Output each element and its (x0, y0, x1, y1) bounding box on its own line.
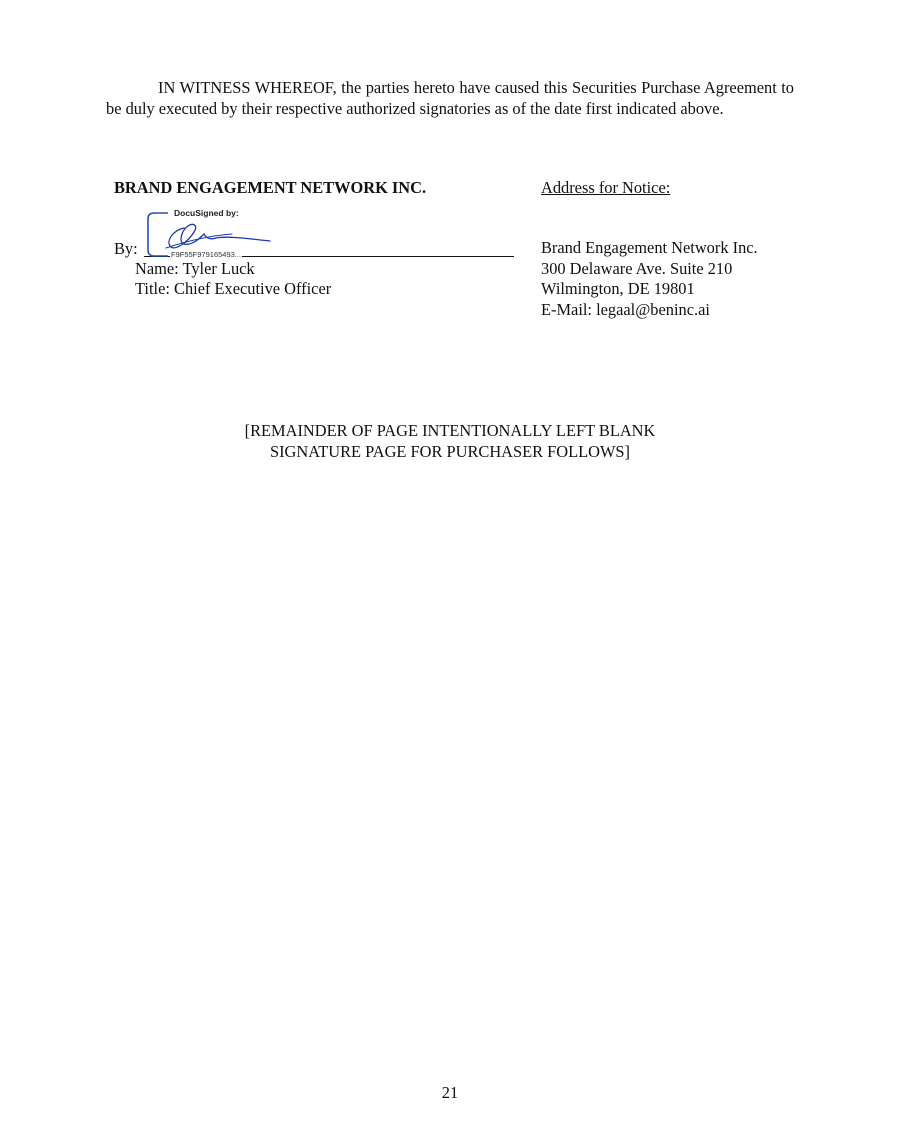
notice-city: Wilmington, DE 19801 (541, 279, 695, 298)
notice-street: 300 Delaware Ave. Suite 210 (541, 258, 733, 278)
company-name: BRAND ENGAGEMENT NETWORK INC. (114, 178, 427, 197)
docusign-envelope-id: F9F55F979165493... (171, 250, 242, 259)
notice-company: Brand Engagement Network Inc. (541, 238, 758, 257)
notice-heading: Address for Notice: (541, 178, 671, 197)
signer-title: Title: Chief Executive Officer (135, 279, 332, 298)
signer-name: Name: Tyler Luck (135, 259, 255, 278)
remainder-line-2: SIGNATURE PAGE FOR PURCHASER FOLLOWS] (269, 441, 631, 461)
remainder-note (0, 421, 900, 462)
notice-email: E-Mail: legaal@beninc.ai (541, 299, 710, 319)
docusign-signature-stamp (144, 208, 284, 260)
remainder-line-1: [REMAINDER OF PAGE INTENTIONALLY LEFT BLANK (244, 421, 656, 440)
notice-address (541, 238, 758, 320)
witness-paragraph: IN WITNESS WHEREOF, the parties hereto have caused this Securities Purchase Agreement to be duly executed by their respective authorized signatories as of the date first indicated above. (106, 78, 794, 118)
by-label: By: (114, 239, 138, 258)
docusign-header: DocuSigned by: (174, 208, 239, 218)
page-number: 21 (441, 1083, 459, 1102)
